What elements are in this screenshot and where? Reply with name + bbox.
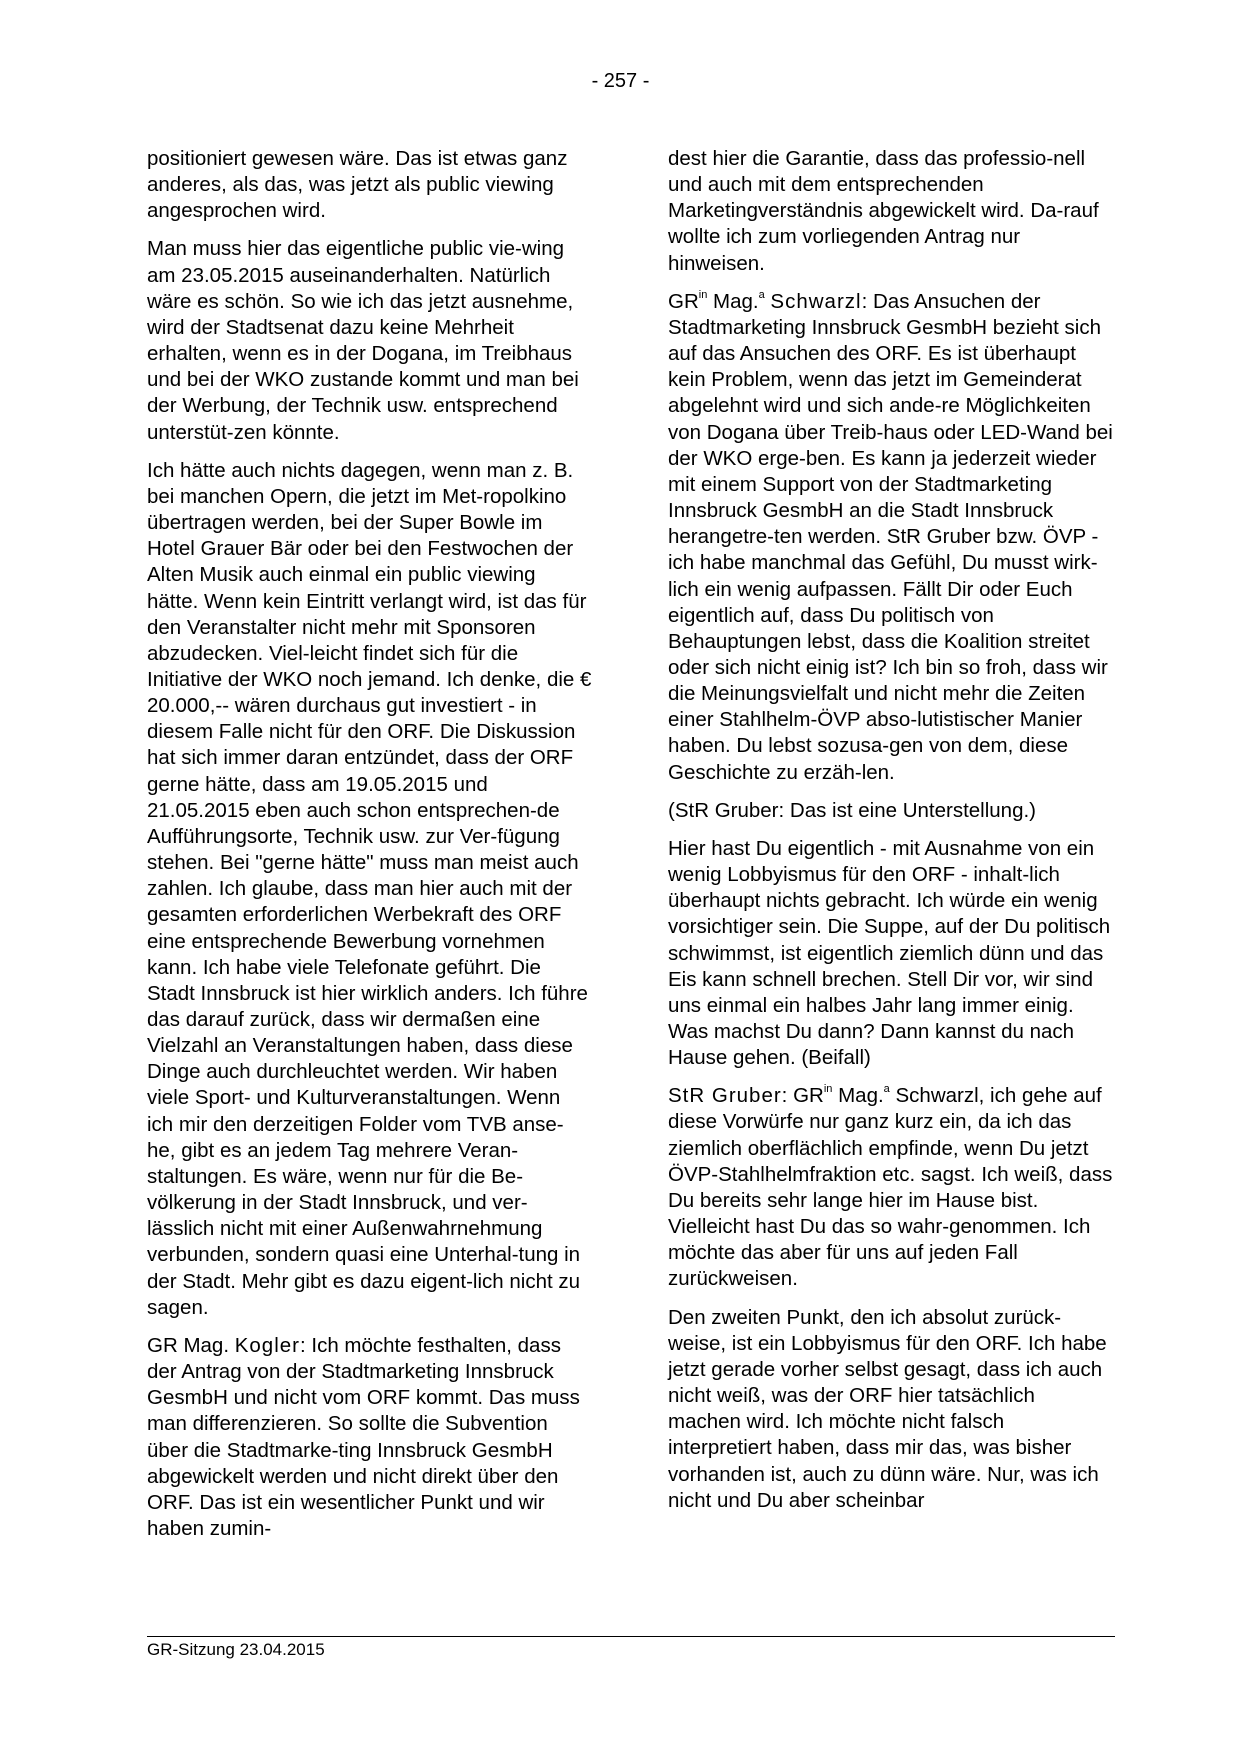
speaker-title: Mag. [707,289,759,313]
page-number: - 257 - [591,70,650,92]
paragraph: Ich hätte auch nichts dagegen, wenn man z. B. bei manchen Opern, die jetzt im Met-ropolkino übertragen werden, bei der Super Bowle im Hotel Grauer Bär oder bei den Festwochen der Alten Musik auch einmal ein public viewing hätte. Wenn kein Eintritt verlangt wird, ist das für den Veranstalter nicht mehr mit Sponsoren abzudecken. Viel-leicht findet sich für die Initiative der WKO noch jemand. Ich denke, die € 20.000,-- wären durchaus gut investiert - in diesem Falle nicht für den ORF. Die Diskussion hat sich immer daran entzündet, dass der ORF gerne hätte, dass am 19.05.2015 und 21.05.2015 eben auch schon entsprechen-de Aufführungsorte, Technik usw. zur Ver-fügung stehen. Bei "gerne hätte" muss man meist auch zahlen. Ich glaube, dass man hier auch mit der gesamten erforderlichen Werbekraft des ORF eine entsprechende Bewerbung vornehmen kann. Ich habe viele Telefonate geführt. Die Stadt Innsbruck ist hier wirklich anders. Ich führe das darauf zurück, dass wir dermaßen eine Vielzahl an Veranstaltungen haben, dass diese Dinge auch durchleuchtet werden. Wir haben viele Sport- und Kulturveranstaltungen. Wenn ich mir den derzeitigen Folder vom TVB anse-he, gibt es an jedem Tag mehrere Veran-staltungen. Es wäre, wenn nur für die Be-völkerung in der Stadt Innsbruck, und ver-lässlich nicht mit einer Außenwahrnehmung verbunden, sondern quasi eine Unterhal-tung in der Stadt. Mehr gibt es dazu eigent-lich nicht zu sagen. [147,458,592,1319]
speaker-name: StR Gruber [668,1084,782,1108]
speaker-name: Schwarzl [770,289,862,313]
speaker-paragraph [147,1333,592,1542]
footer-divider [147,1636,1115,1637]
speaker-paragraph [668,1083,1113,1292]
paragraph-text: : Das Ansuchen der Stadtmarketing Innsbruck GesmbH bezieht sich auf das Ansuchen des ORF. Es ist überhaupt kein Problem, wenn das jetzt im Gemeinderat abgelehnt wird und sich ande-re Möglichkeiten von Dogana über Treib-haus oder LED-Wand bei der WKO erge-ben. Es kann ja jederzeit wieder mit einem Support von der Stadtmarketing Innsbruck GesmbH an die Stadt Innsbruck herangetre-ten werden. StR Gruber bzw. ÖVP - ich habe manchmal das Gefühl, Du musst wirk-lich ein wenig aufpassen. Fällt Dir oder Euch eigentlich auf, dass Du politisch von Behauptungen lebst, dass die Koalition streitet oder sich nicht einig ist? Ich bin so froh, dass wir die Meinungsvielfalt und nicht mehr die Zeiten einer Stahlhelm-ÖVP abso-lutistischer Manier haben. Du lebst sozusa-gen von dem, diese Geschichte zu erzäh-len. [668,289,1113,784]
footer-session-date: GR-Sitzung 23.04.2015 [147,1640,325,1659]
speaker-title: Mag. [832,1084,884,1108]
speaker-paragraph [668,289,1113,786]
right-column [668,146,1113,1526]
left-column [147,146,592,1554]
speaker-title: : GR [781,1084,824,1108]
superscript: a [883,1083,890,1096]
interjection: (StR Gruber: Das ist eine Unterstellung.) [668,798,1036,822]
speaker-title: GR [668,289,699,313]
paragraph: Hier hast Du eigentlich - mit Ausnahme von ein wenig Lobbyismus für den ORF - inhalt-lich überhaupt nichts gebracht. Ich würde ein wenig vorsichtiger sein. Die Suppe, auf der Du politisch schwimmst, ist eigentlich ziemlich dünn und das Eis kann schnell brechen. Stell Dir vor, wir sind uns einmal ein halbes Jahr lang immer einig. Was machst Du dann? Dann kannst du nach Hause gehen. (Beifall) [668,836,1111,1070]
superscript: in [823,1083,833,1096]
speaker-name: Kogler [234,1333,300,1357]
superscript: a [758,288,765,301]
paragraph-text: : Ich möchte festhalten, dass der Antrag von der Stadtmarketing Innsbruck GesmbH und nicht vom ORF kommt. Das muss man differenzieren. So sollte die Subvention über die Stadtmarke-ting Innsbruck GesmbH abgewickelt werden und nicht direkt über den ORF. Das ist ein wesentlicher Punkt und wir haben zumin- [147,1333,580,1540]
paragraph-text: Schwarzl, ich gehe auf diese Vorwürfe nur ganz kurz ein, da ich das ziemlich oberflächlich empfinde, wenn Du jetzt ÖVP-Stahlhelmfraktion etc. sagst. Ich weiß, dass Du bereits sehr lange hier im Hause bist. Vielleicht hast Du das so wahr-genommen. Ich möchte das aber für uns auf jeden Fall zurückweisen. [668,1084,1113,1291]
paragraph: Den zweiten Punkt, den ich absolut zurück-weise, ist ein Lobbyismus für den ORF. Ich habe jetzt gerade vorher selbst gesagt, dass ich auch nicht weiß, was der ORF hier tatsächlich machen wird. Ich möchte nicht falsch interpretiert haben, dass mir das, was bisher vorhanden ist, auch zu dünn wäre. Nur, was ich nicht und Du aber scheinbar [668,1305,1107,1512]
superscript: in [698,288,708,301]
speaker-title: GR Mag. [147,1333,230,1357]
paragraph: Man muss hier das eigentliche public vie-wing am 23.05.2015 auseinanderhalten. Natürlich wäre es schön. So wie ich das jetzt ausnehme, wird der Stadtsenat dazu keine Mehrheit erhalten, wenn es in der Dogana, im Treibhaus und bei der WKO zustande kommt und man bei der Werbung, der Technik usw. entsprechend unterstüt-zen könnte. [147,237,579,444]
paragraph: dest hier die Garantie, dass das professio-nell und auch mit dem entsprechenden Marketingverständnis abgewickelt wird. Da-rauf wollte ich zum vorliegenden Antrag nur hinweisen. [668,147,1099,275]
paragraph: positioniert gewesen wäre. Das ist etwas ganz anderes, als das, was jetzt als public viewing angesprochen wird. [147,147,568,223]
